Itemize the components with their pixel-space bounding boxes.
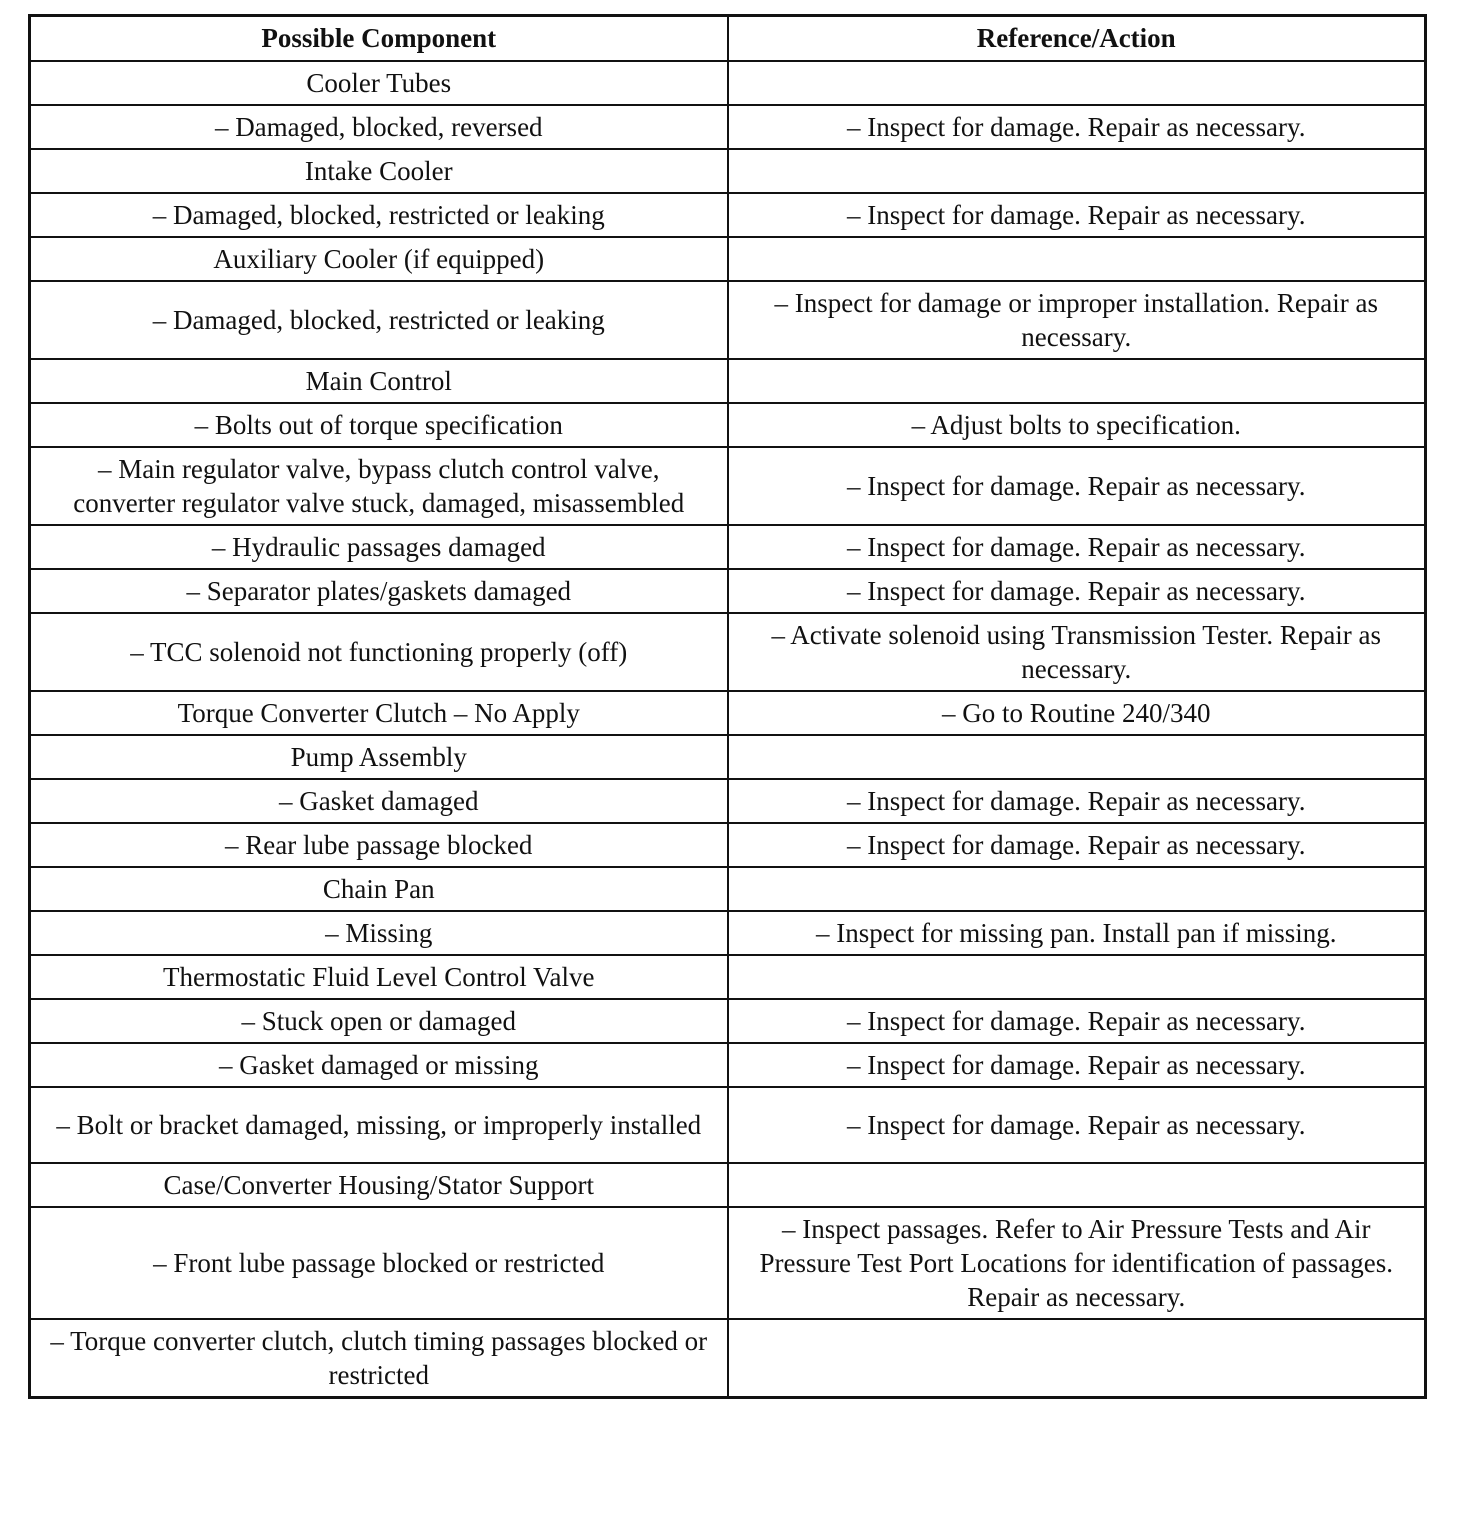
action-cell: – Inspect for damage. Repair as necessary. — [728, 569, 1426, 613]
table-row — [30, 735, 1426, 779]
action-cell — [728, 149, 1426, 193]
component-cell: – Separator plates/gaskets damaged — [30, 569, 728, 613]
action-cell: – Go to Routine 240/340 — [728, 691, 1426, 735]
component-cell: – Bolts out of torque specification — [30, 403, 728, 447]
component-cell: Torque Converter Clutch – No Apply — [30, 691, 728, 735]
action-cell — [728, 61, 1426, 105]
table-row — [30, 193, 1426, 237]
action-cell: – Inspect for damage. Repair as necessary. — [728, 999, 1426, 1043]
table-row — [30, 569, 1426, 613]
table-row — [30, 359, 1426, 403]
table-row — [30, 237, 1426, 281]
action-cell: – Activate solenoid using Transmission Tester. Repair as necessary. — [728, 613, 1426, 691]
table-row — [30, 823, 1426, 867]
component-cell: – TCC solenoid not functioning properly (off) — [30, 613, 728, 691]
table-row — [30, 911, 1426, 955]
table-header-row — [30, 16, 1426, 61]
action-cell — [728, 237, 1426, 281]
component-cell: Chain Pan — [30, 867, 728, 911]
action-cell: – Inspect for damage. Repair as necessary. — [728, 1087, 1426, 1163]
action-cell: – Inspect for damage. Repair as necessary. — [728, 779, 1426, 823]
action-cell — [728, 1319, 1426, 1398]
table-row — [30, 447, 1426, 525]
component-cell: – Damaged, blocked, restricted or leaking — [30, 193, 728, 237]
component-cell: – Torque converter clutch, clutch timing passages blocked or restricted — [30, 1319, 728, 1398]
component-cell: – Bolt or bracket damaged, missing, or improperly installed — [30, 1087, 728, 1163]
table-row — [30, 955, 1426, 999]
table-row — [30, 1319, 1426, 1398]
component-cell: Main Control — [30, 359, 728, 403]
action-cell — [728, 955, 1426, 999]
action-cell: – Inspect for damage. Repair as necessary. — [728, 447, 1426, 525]
component-cell: – Damaged, blocked, restricted or leaking — [30, 281, 728, 359]
table-row — [30, 867, 1426, 911]
component-cell: – Gasket damaged or missing — [30, 1043, 728, 1087]
table-row — [30, 1087, 1426, 1163]
header-reference-action: Reference/Action — [728, 16, 1426, 61]
table-row — [30, 779, 1426, 823]
component-cell: – Main regulator valve, bypass clutch control valve, converter regulator valve stuck, damaged, misassembled — [30, 447, 728, 525]
table-row — [30, 1207, 1426, 1319]
component-cell: – Stuck open or damaged — [30, 999, 728, 1043]
table-row — [30, 403, 1426, 447]
component-cell: – Front lube passage blocked or restricted — [30, 1207, 728, 1319]
action-cell: – Inspect for damage. Repair as necessary. — [728, 1043, 1426, 1087]
action-cell: – Inspect for damage. Repair as necessary. — [728, 525, 1426, 569]
action-cell — [728, 735, 1426, 779]
table-row — [30, 149, 1426, 193]
table-row — [30, 281, 1426, 359]
action-cell — [728, 867, 1426, 911]
action-cell: – Inspect for damage. Repair as necessary. — [728, 823, 1426, 867]
component-cell: Thermostatic Fluid Level Control Valve — [30, 955, 728, 999]
action-cell: – Inspect for missing pan. Install pan if missing. — [728, 911, 1426, 955]
table-row — [30, 525, 1426, 569]
table-row — [30, 1043, 1426, 1087]
table-row — [30, 61, 1426, 105]
header-possible-component: Possible Component — [30, 16, 728, 61]
action-cell: – Inspect for damage. Repair as necessary. — [728, 105, 1426, 149]
table-row — [30, 613, 1426, 691]
table-row — [30, 1163, 1426, 1207]
diagnosis-table — [28, 14, 1427, 1399]
component-cell: Intake Cooler — [30, 149, 728, 193]
component-cell: – Damaged, blocked, reversed — [30, 105, 728, 149]
action-cell: – Adjust bolts to specification. — [728, 403, 1426, 447]
action-cell — [728, 359, 1426, 403]
component-cell: Pump Assembly — [30, 735, 728, 779]
action-cell: – Inspect for damage. Repair as necessary. — [728, 193, 1426, 237]
action-cell: – Inspect passages. Refer to Air Pressure Tests and Air Pressure Test Port Locations for identification of passages. Repair as necessary. — [728, 1207, 1426, 1319]
action-cell: – Inspect for damage or improper installation. Repair as necessary. — [728, 281, 1426, 359]
table-row — [30, 691, 1426, 735]
component-cell: Auxiliary Cooler (if equipped) — [30, 237, 728, 281]
component-cell: Cooler Tubes — [30, 61, 728, 105]
component-cell: – Hydraulic passages damaged — [30, 525, 728, 569]
action-cell — [728, 1163, 1426, 1207]
component-cell: – Rear lube passage blocked — [30, 823, 728, 867]
component-cell: Case/Converter Housing/Stator Support — [30, 1163, 728, 1207]
table-row — [30, 105, 1426, 149]
component-cell: – Missing — [30, 911, 728, 955]
component-cell: – Gasket damaged — [30, 779, 728, 823]
table-row — [30, 999, 1426, 1043]
